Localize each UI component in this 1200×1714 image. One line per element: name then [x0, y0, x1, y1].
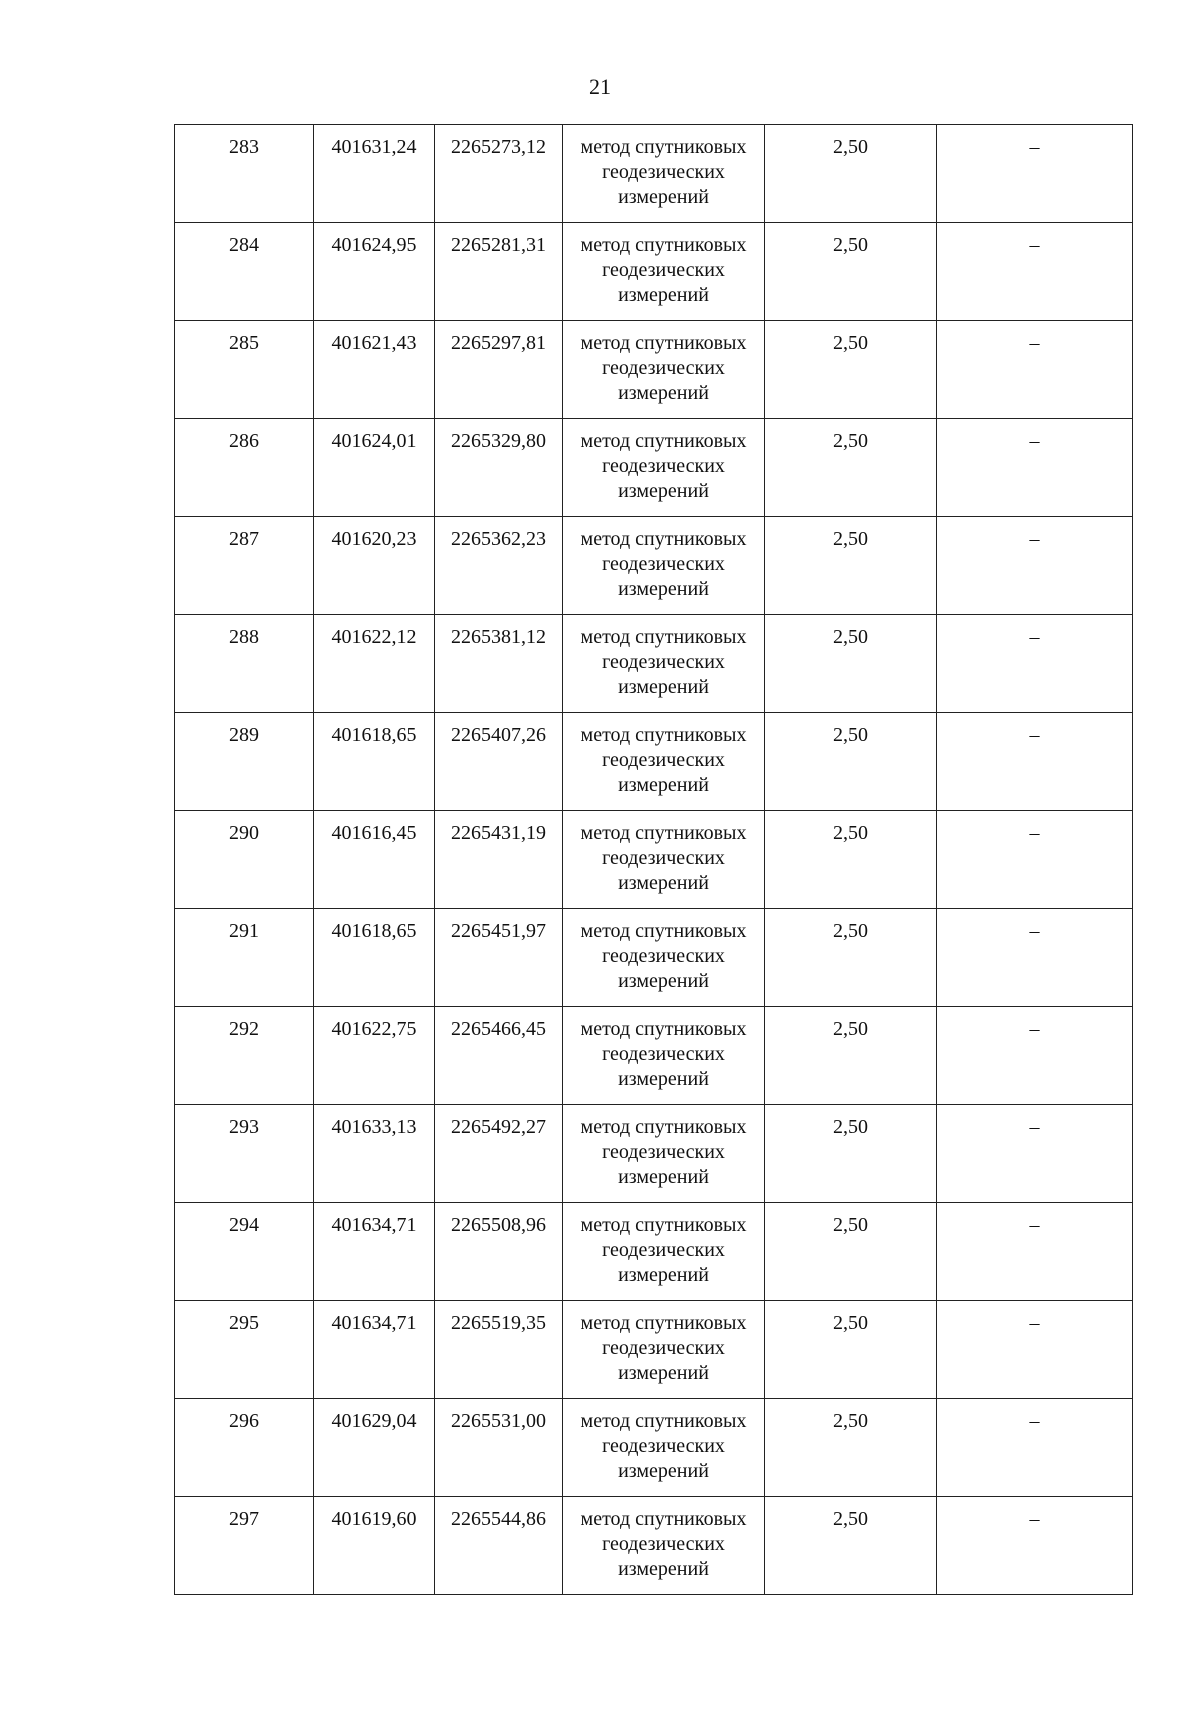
x-coordinate-cell: 401624,01	[314, 419, 435, 517]
x-coordinate-cell: 401622,12	[314, 615, 435, 713]
method-cell	[563, 811, 765, 909]
table-row	[175, 1203, 1133, 1301]
method-line: метод спутниковых	[580, 528, 747, 550]
note-cell: –	[937, 223, 1133, 321]
x-coordinate-cell: 401620,23	[314, 517, 435, 615]
accuracy-cell: 2,50	[765, 1497, 937, 1595]
x-coordinate-cell: 401629,04	[314, 1399, 435, 1497]
x-coordinate-cell: 401616,45	[314, 811, 435, 909]
y-coordinate-cell: 2265451,97	[435, 909, 563, 1007]
accuracy-cell: 2,50	[765, 1399, 937, 1497]
method-cell	[563, 1399, 765, 1497]
y-coordinate-cell: 2265281,31	[435, 223, 563, 321]
method-line: геодезических	[602, 357, 725, 379]
table-row	[175, 909, 1133, 1007]
note-cell: –	[937, 909, 1133, 1007]
note-cell: –	[937, 1301, 1133, 1399]
method-line: геодезических	[602, 1043, 725, 1065]
method-line: метод спутниковых	[580, 234, 747, 256]
note-cell: –	[937, 125, 1133, 223]
note-cell: –	[937, 615, 1133, 713]
table-row	[175, 1399, 1133, 1497]
method-line: измерений	[618, 1460, 709, 1482]
accuracy-cell: 2,50	[765, 1007, 937, 1105]
point-number-cell: 293	[175, 1105, 314, 1203]
point-number-cell: 283	[175, 125, 314, 223]
y-coordinate-cell: 2265362,23	[435, 517, 563, 615]
accuracy-cell: 2,50	[765, 321, 937, 419]
method-line: измерений	[618, 284, 709, 306]
accuracy-cell: 2,50	[765, 909, 937, 1007]
y-coordinate-cell: 2265297,81	[435, 321, 563, 419]
table-body	[175, 125, 1133, 1595]
table-row	[175, 321, 1133, 419]
note-cell: –	[937, 811, 1133, 909]
table-row	[175, 419, 1133, 517]
method-line: измерений	[618, 1166, 709, 1188]
point-number-cell: 295	[175, 1301, 314, 1399]
accuracy-cell: 2,50	[765, 517, 937, 615]
method-line: метод спутниковых	[580, 332, 747, 354]
method-cell	[563, 1203, 765, 1301]
table-row	[175, 1007, 1133, 1105]
y-coordinate-cell: 2265492,27	[435, 1105, 563, 1203]
note-cell: –	[937, 1007, 1133, 1105]
method-cell	[563, 1105, 765, 1203]
point-number-cell: 294	[175, 1203, 314, 1301]
method-line: метод спутниковых	[580, 1508, 747, 1530]
method-line: измерений	[618, 676, 709, 698]
method-line: геодезических	[602, 553, 725, 575]
page-number: 21	[589, 74, 611, 99]
method-line: метод спутниковых	[580, 1018, 747, 1040]
y-coordinate-cell: 2265519,35	[435, 1301, 563, 1399]
note-cell: –	[937, 517, 1133, 615]
method-line: геодезических	[602, 651, 725, 673]
y-coordinate-cell: 2265273,12	[435, 125, 563, 223]
method-line: измерений	[618, 1362, 709, 1384]
table-row	[175, 615, 1133, 713]
method-line: геодезических	[602, 1435, 725, 1457]
method-cell	[563, 517, 765, 615]
method-line: геодезических	[602, 945, 725, 967]
method-line: геодезических	[602, 1239, 725, 1261]
coordinates-table	[174, 124, 1133, 1595]
method-line: геодезических	[602, 1141, 725, 1163]
point-number-cell: 292	[175, 1007, 314, 1105]
accuracy-cell: 2,50	[765, 1301, 937, 1399]
method-cell	[563, 1301, 765, 1399]
point-number-cell: 297	[175, 1497, 314, 1595]
x-coordinate-cell: 401624,95	[314, 223, 435, 321]
method-line: измерений	[618, 1068, 709, 1090]
y-coordinate-cell: 2265531,00	[435, 1399, 563, 1497]
method-line: метод спутниковых	[580, 724, 747, 746]
note-cell: –	[937, 1105, 1133, 1203]
method-line: геодезических	[602, 259, 725, 281]
accuracy-cell: 2,50	[765, 419, 937, 517]
method-line: измерений	[618, 970, 709, 992]
method-line: метод спутниковых	[580, 920, 747, 942]
method-line: метод спутниковых	[580, 1312, 747, 1334]
method-line: метод спутниковых	[580, 626, 747, 648]
method-line: метод спутниковых	[580, 1116, 747, 1138]
x-coordinate-cell: 401633,13	[314, 1105, 435, 1203]
method-line: измерений	[618, 1558, 709, 1580]
point-number-cell: 291	[175, 909, 314, 1007]
method-cell	[563, 125, 765, 223]
note-cell: –	[937, 713, 1133, 811]
note-cell: –	[937, 419, 1133, 517]
accuracy-cell: 2,50	[765, 223, 937, 321]
point-number-cell: 286	[175, 419, 314, 517]
accuracy-cell: 2,50	[765, 811, 937, 909]
accuracy-cell: 2,50	[765, 713, 937, 811]
table-row	[175, 223, 1133, 321]
method-line: измерений	[618, 872, 709, 894]
note-cell: –	[937, 321, 1133, 419]
table-row	[175, 811, 1133, 909]
note-cell: –	[937, 1399, 1133, 1497]
x-coordinate-cell: 401619,60	[314, 1497, 435, 1595]
point-number-cell: 285	[175, 321, 314, 419]
y-coordinate-cell: 2265407,26	[435, 713, 563, 811]
accuracy-cell: 2,50	[765, 1105, 937, 1203]
x-coordinate-cell: 401634,71	[314, 1301, 435, 1399]
method-cell	[563, 615, 765, 713]
method-line: геодезических	[602, 749, 725, 771]
method-line: метод спутниковых	[580, 136, 747, 158]
x-coordinate-cell: 401634,71	[314, 1203, 435, 1301]
note-cell: –	[937, 1497, 1133, 1595]
x-coordinate-cell: 401618,65	[314, 909, 435, 1007]
accuracy-cell: 2,50	[765, 125, 937, 223]
x-coordinate-cell: 401618,65	[314, 713, 435, 811]
method-cell	[563, 909, 765, 1007]
point-number-cell: 287	[175, 517, 314, 615]
y-coordinate-cell: 2265431,19	[435, 811, 563, 909]
method-line: измерений	[618, 480, 709, 502]
point-number-cell: 288	[175, 615, 314, 713]
method-line: геодезических	[602, 161, 725, 183]
method-line: измерений	[618, 186, 709, 208]
table-row	[175, 517, 1133, 615]
method-line: геодезических	[602, 1337, 725, 1359]
method-cell	[563, 321, 765, 419]
method-line: метод спутниковых	[580, 822, 747, 844]
x-coordinate-cell: 401622,75	[314, 1007, 435, 1105]
table-row	[175, 1497, 1133, 1595]
table-row	[175, 1301, 1133, 1399]
method-cell	[563, 419, 765, 517]
table-row	[175, 713, 1133, 811]
method-line: измерений	[618, 774, 709, 796]
point-number-cell: 284	[175, 223, 314, 321]
table-row	[175, 125, 1133, 223]
y-coordinate-cell: 2265544,86	[435, 1497, 563, 1595]
point-number-cell: 290	[175, 811, 314, 909]
y-coordinate-cell: 2265466,45	[435, 1007, 563, 1105]
method-cell	[563, 223, 765, 321]
method-cell	[563, 713, 765, 811]
accuracy-cell: 2,50	[765, 1203, 937, 1301]
method-line: геодезических	[602, 455, 725, 477]
x-coordinate-cell: 401621,43	[314, 321, 435, 419]
method-line: измерений	[618, 1264, 709, 1286]
method-line: измерений	[618, 382, 709, 404]
y-coordinate-cell: 2265508,96	[435, 1203, 563, 1301]
method-line: геодезических	[602, 1533, 725, 1555]
point-number-cell: 296	[175, 1399, 314, 1497]
note-cell: –	[937, 1203, 1133, 1301]
method-line: метод спутниковых	[580, 1410, 747, 1432]
point-number-cell: 289	[175, 713, 314, 811]
method-line: метод спутниковых	[580, 1214, 747, 1236]
method-line: измерений	[618, 578, 709, 600]
method-line: геодезических	[602, 847, 725, 869]
y-coordinate-cell: 2265329,80	[435, 419, 563, 517]
method-line: метод спутниковых	[580, 430, 747, 452]
x-coordinate-cell: 401631,24	[314, 125, 435, 223]
y-coordinate-cell: 2265381,12	[435, 615, 563, 713]
method-cell	[563, 1007, 765, 1105]
method-cell	[563, 1497, 765, 1595]
accuracy-cell: 2,50	[765, 615, 937, 713]
table-row	[175, 1105, 1133, 1203]
